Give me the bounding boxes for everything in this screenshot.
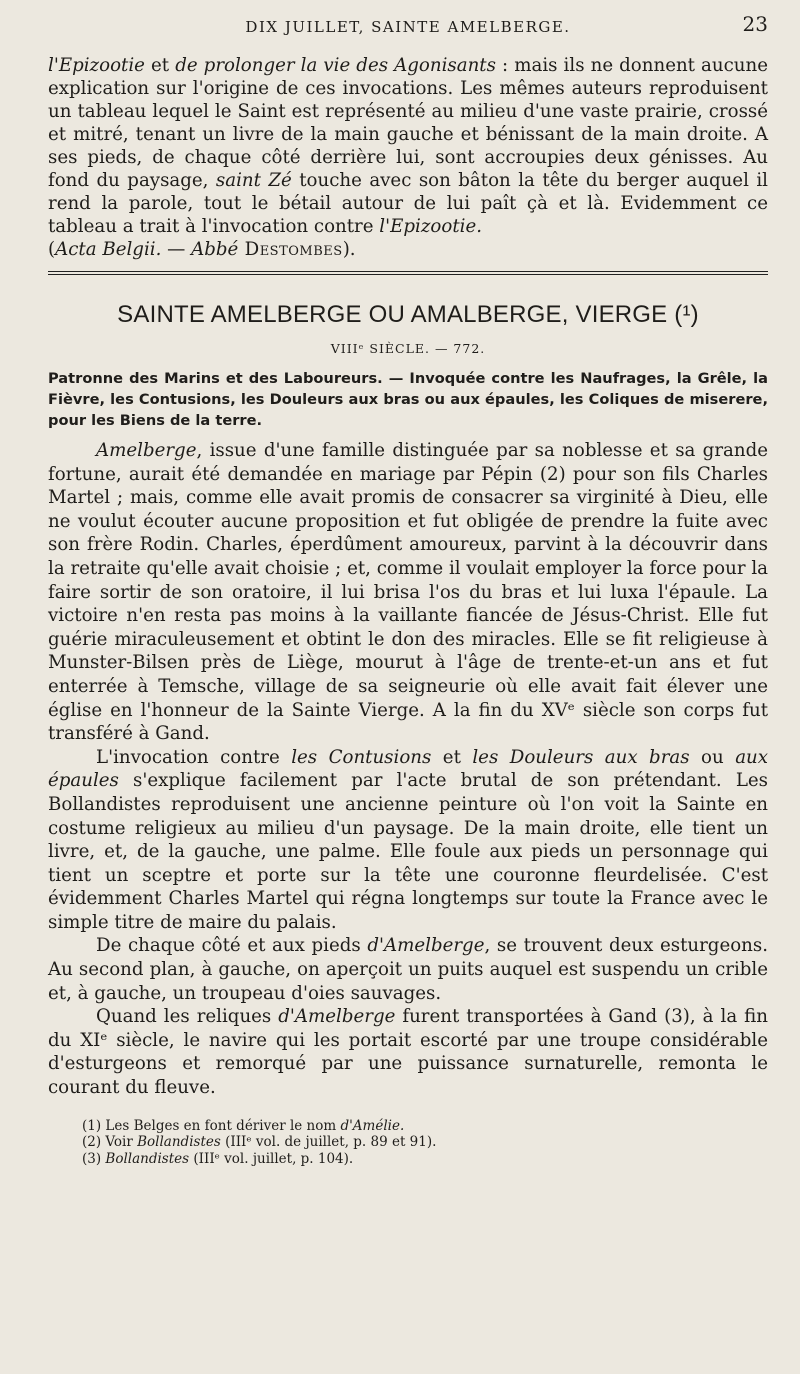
paragraph-text: De chaque côté et aux pieds bbox=[96, 935, 368, 957]
intro-source bbox=[48, 238, 768, 261]
footnote-text: (IIIᵉ vol. juillet, p. 104). bbox=[189, 1150, 354, 1167]
italic-amelberge: d'Amelberge bbox=[367, 935, 485, 957]
footnote-2 bbox=[82, 1134, 768, 1151]
source-close: ). bbox=[342, 239, 356, 260]
italic-douleurs: les Douleurs aux bras bbox=[472, 746, 690, 768]
paragraph-text: L'invocation contre bbox=[96, 746, 292, 768]
page-number: 23 bbox=[742, 12, 768, 36]
name-amelberge: Amelberge bbox=[96, 440, 197, 461]
footnote-italic: d'Amélie. bbox=[340, 1117, 405, 1134]
source-dash: — bbox=[161, 239, 192, 260]
footnote-text: (2) Voir bbox=[82, 1134, 138, 1151]
paragraph-text: s'explique facilement par l'acte brutal de son prétendant. Les Bollandistes reproduisent une ancienne peinture où l'on voit la Sainte en costume religieux au milieu d'un paysage. De la main droite, elle tient un livre, et, de la gauche, une palme. Elle foule aux pieds un personnage qui tient un sceptre et porte sur la tête une couronne fleurdelisée. C'est évidemment Charles Martel qui régna longtemps sur toute la France avec le simple titre de maire du palais. bbox=[48, 770, 768, 933]
italic-epaules: aux épaules bbox=[48, 746, 769, 792]
paragraph-text: , issue d'une famille distinguée par sa noblesse et sa grande fortune, aurait été demandée en mariage par Pépin (2) pour son fils Charles Martel ; mais, comme elle avait promis de consacrer sa virginité à Dieu, elle ne voulut écouter aucune proposition et fut obligée de prendre la fuite avec son frère Rodin. Charles, éperdûment amoureux, parvint à la découvrir dans la retraite qu'elle avait choisie ; et, comme il voulait employer la force pour la faire sortir de son oratoire, il lui brisa l'os du bras et lui luxa l'épaule. La victoire n'en resta pas moins à la vaillante fiancée de Jésus-Christ. Elle fut guérie miraculeusement et obtint le don des miracles. Elle se fit religieuse à Munster-Bilsen près de Liège, mourut à l'âge de trente-et-un ans et fut enterrée à Temsche, village de sa seigneurie où elle avait fait élever une église en l'honneur de la Sainte Vierge. A la fin du XVᵉ siècle son corps fut transféré à Gand. bbox=[48, 440, 768, 745]
intro-italic-epizootie-end: l'Epizootie. bbox=[379, 216, 483, 237]
intro-text: touche avec son bâton la tête du berger auquel il rend la parole, tout le bétail autour de lui paît çà et là. Evidemment ce tableau a trait à l'invocation contre bbox=[48, 170, 768, 237]
body-paragraph-2 bbox=[48, 746, 768, 935]
intro-text: : mais ils ne donnent aucune explication sur l'origine de ces invocations. Les mêmes auteurs reproduisent un tableau lequel le Saint est représenté au milieu d'une vaste prairie, crossé et mitré, tenant un livre de la main gauche et bénissant de la main droite. A ses pieds, de chaque côté derrière lui, sont accroupies deux génisses. Au fond du paysage, bbox=[48, 55, 768, 191]
source-author: Destombes bbox=[238, 239, 343, 260]
body-paragraph-4 bbox=[48, 1005, 768, 1099]
article-title: SAINTE AMELBERGE OU AMALBERGE, VIERGE (¹) bbox=[117, 301, 699, 328]
paragraph-text: ou bbox=[689, 746, 736, 768]
footnote-italic: Bollandistes bbox=[105, 1150, 190, 1167]
running-header bbox=[48, 12, 768, 42]
body-paragraph-3 bbox=[48, 934, 768, 1005]
paragraph-text: Quand les reliques bbox=[96, 1006, 279, 1028]
italic-contusions: les Contusions bbox=[291, 746, 432, 768]
intro-italic-epizootie: l'Epizootie bbox=[48, 55, 145, 76]
paragraph-text: furent transportées à Gand (3), à la fin du XIᵉ siècle, le navire qui les portait escorté par une troupe considérable d'esturgeons et remorqué par une puissance surnaturelle, remonta le courant du fleuve. bbox=[48, 1006, 768, 1099]
article-date: VIIIᵉ SIÈCLE. — 772. bbox=[330, 341, 486, 356]
footnote-1 bbox=[82, 1118, 768, 1135]
intro-text: et bbox=[144, 55, 176, 76]
source-work: Acta Belgii. bbox=[55, 239, 162, 260]
paragraph-text: et bbox=[431, 746, 473, 768]
italic-amelberge: d'Amelberge bbox=[278, 1006, 396, 1028]
footnote-text: (IIIᵉ vol. de juillet, p. 89 et 91). bbox=[220, 1134, 437, 1151]
article-body bbox=[48, 439, 768, 1100]
patronage-summary: Patronne des Marins et des Laboureurs. — Invoquée contre les Naufrages, la Grêle, la Fièvre, les Contusions, les Douleurs aux bras ou aux épaules, les Coliques de miserere, pour les Biens de la terre. bbox=[48, 370, 768, 429]
footnote-italic: Bollandistes bbox=[137, 1134, 221, 1151]
footnote-text: (3) bbox=[82, 1150, 106, 1167]
section-divider bbox=[48, 271, 768, 275]
footnotes bbox=[48, 1118, 768, 1168]
intro-italic-saint-ze: saint Zé bbox=[215, 170, 292, 191]
source-abbe: Abbé bbox=[191, 239, 239, 260]
footnote-3 bbox=[82, 1151, 768, 1168]
footnote-text: (1) Les Belges en font dériver le nom bbox=[82, 1117, 341, 1134]
source-paren: ( bbox=[48, 239, 56, 260]
intro-paragraph bbox=[48, 54, 768, 261]
body-paragraph-1 bbox=[48, 439, 768, 746]
intro-italic-agonisants: de prolonger la vie des Agonisants bbox=[175, 55, 496, 76]
paragraph-text: , se trouvent deux esturgeons. Au second plan, à gauche, on aperçoit un puits auquel est suspendu un crible et, à gauche, un troupeau d'oies sauvages. bbox=[48, 935, 768, 1004]
running-title: DIX JUILLET, SAINTE AMELBERGE. bbox=[245, 18, 571, 36]
